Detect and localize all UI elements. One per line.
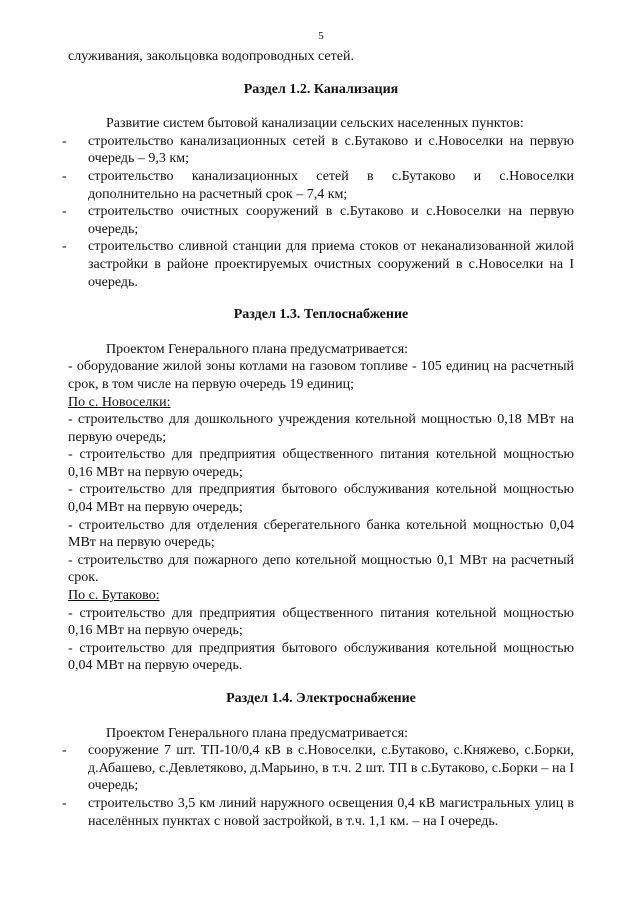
list-item: - строительство для пожарного депо котельной мощностью 0,1 МВт на расчетный срок.	[68, 552, 574, 586]
list-item: - строительство канализационных сетей в с.Бутаково и с.Новоселки на первую очередь – 9,3 км;	[68, 133, 574, 168]
list-item: - строительство 3,5 км линий наружного освещения 0,4 кВ магистральных улиц в населённых пунктах с новой застройкой, в т.ч. 1,1 км. – на I очередь.	[68, 795, 574, 830]
list-item: - сооружение 7 шт. ТП-10/0,4 кВ в с.Новоселки, с.Бутаково, с.Княжево, с.Борки, д.Абашево, с.Девлетяково, д.Марьино, в т.ч. 2 шт. ТП в с.Бутаково, с.Борки – на I очередь;	[68, 742, 574, 795]
section-1-4-title: Раздел 1.4. Электроснабжение	[226, 691, 416, 706]
list-item: - строительство очистных сооружений в с.Бутаково и с.Новоселки на первую очередь;	[68, 203, 574, 238]
page-number: 5	[318, 30, 324, 42]
section-1-4-list	[68, 742, 574, 830]
list-item: - строительство канализационных сетей в с.Бутаково и с.Новоселки дополнительно на расчетный срок – 7,4 км;	[68, 168, 574, 203]
novoselki-heading: По с. Новоселки:	[68, 394, 171, 410]
section-1-3-lead: Проектом Генерального плана предусматривается:	[106, 341, 409, 357]
section-1-3-title: Раздел 1.3. Теплоснабжение	[233, 307, 409, 323]
butakovo-heading: По с. Бутаково:	[68, 588, 160, 604]
document-page	[68, 30, 574, 830]
list-item: - строительство сливной станции для приема стоков от неканализованной жилой застройки в районе проектируемых очистных сооружений в с.Новоселки на I очередь.	[68, 238, 574, 291]
section-1-4-lead: Проектом Генерального плана предусматривается:	[106, 725, 409, 741]
section-1-2-title: Раздел 1.2. Канализация	[243, 81, 399, 97]
list-item: - строительство для предприятия бытового обслуживания котельной мощностью 0,04 МВт на первую очередь.	[68, 640, 574, 674]
list-item: - строительство для предприятия общественного питания котельной мощностью 0,16 МВт на первую очередь;	[68, 605, 574, 639]
section-1-2-list	[68, 133, 574, 291]
list-item: - строительство для дошкольного учреждения котельной мощностью 0,18 МВт на первую очередь;	[68, 412, 574, 445]
section-1-2-lead: Развитие систем бытовой канализации сельских населенных пунктов:	[106, 116, 524, 132]
list-item: - строительство для отделения сберегательного банка котельной мощностью 0,04 МВт на первую очередь;	[68, 517, 574, 551]
section-1-3-general: - оборудование жилой зоны котлами на газовом топливе - 105 единиц на расчетный срок, в том числе на первую очередь 19 единиц;	[68, 359, 574, 392]
list-item: - строительство для предприятия бытового обслуживания котельной мощностью 0,04 МВт на первую очередь;	[68, 482, 574, 516]
intro-tail-text: служивания, закольцовка водопроводных сетей.	[68, 49, 354, 64]
list-item: - строительство для предприятия общественного питания котельной мощностью 0,16 МВт на первую очередь;	[68, 447, 574, 480]
